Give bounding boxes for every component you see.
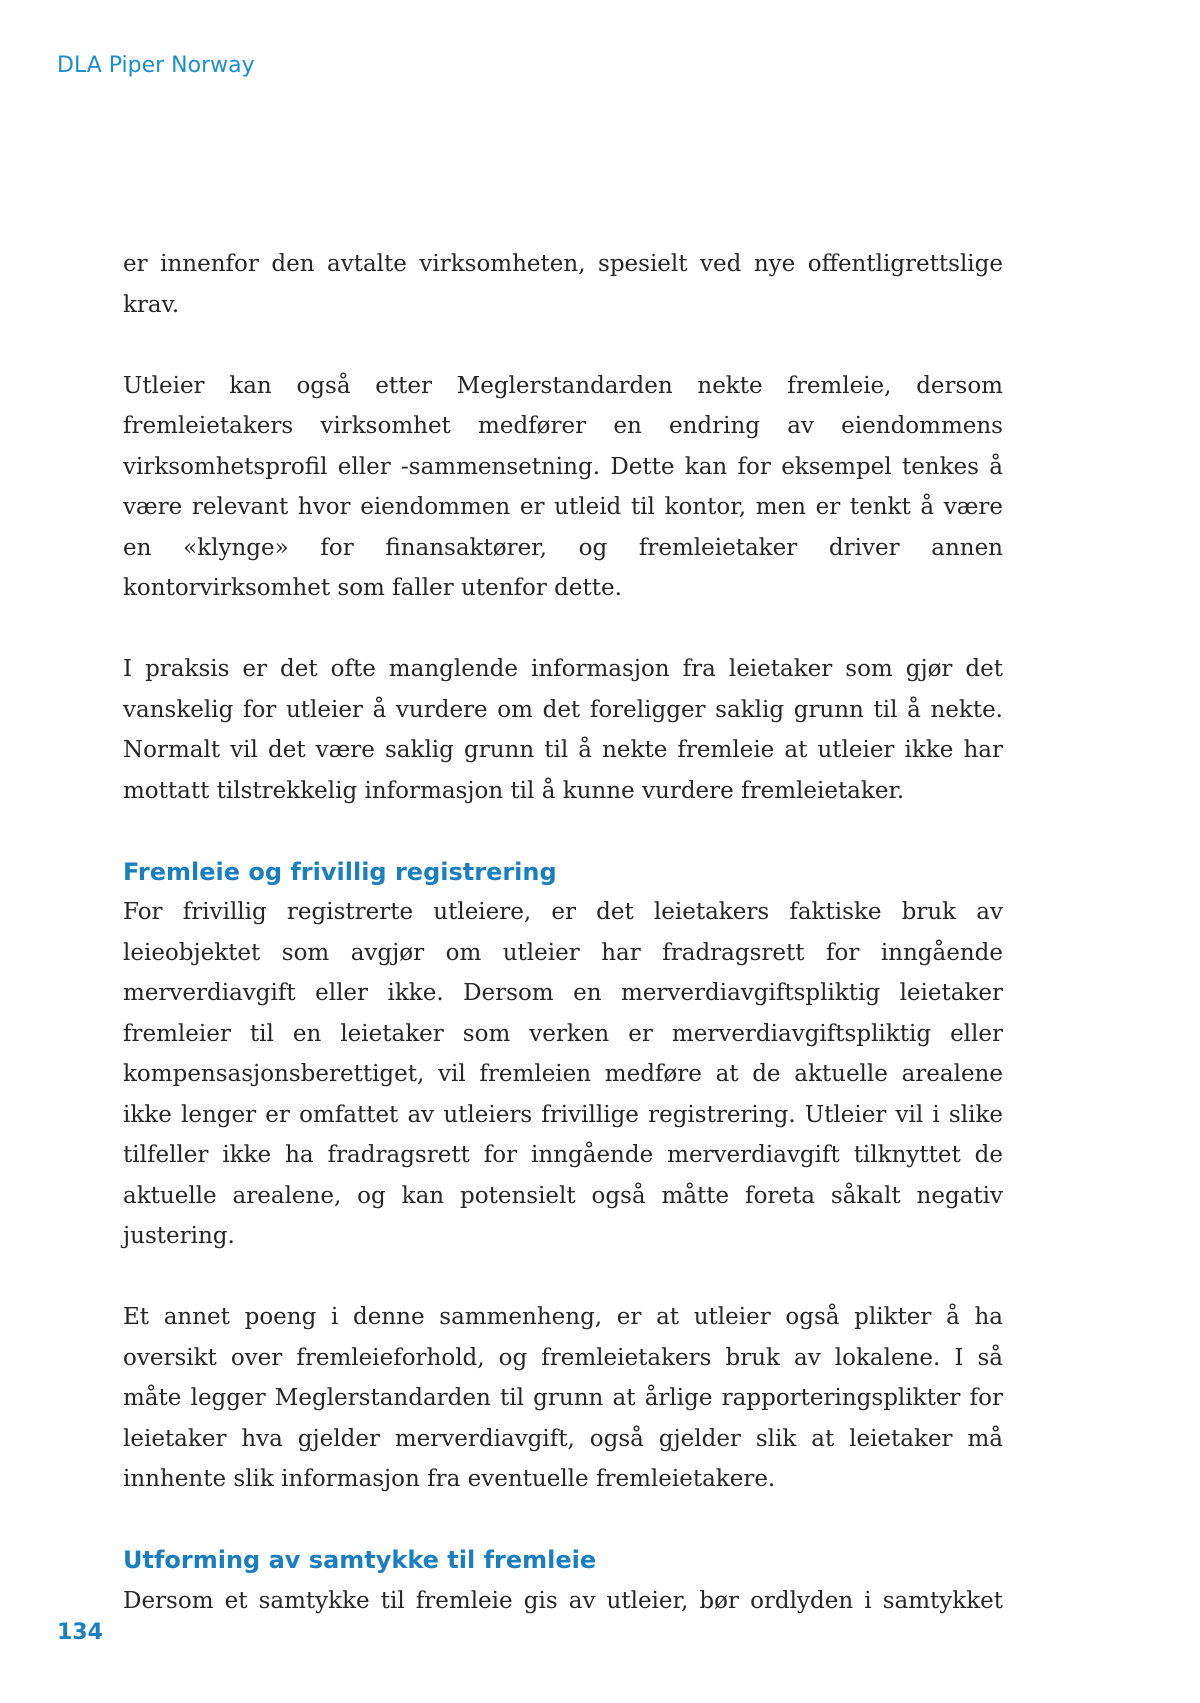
page-body	[123, 244, 1003, 1621]
paragraph-1: er innenfor den avtalte virksomheten, spesielt ved nye offentligrettslige krav.	[123, 251, 1003, 318]
paragraph-6: Dersom et samtykke til fremleie gis av utleier, bør ordlyden i samtykket	[123, 1587, 1003, 1614]
paragraph-3: I praksis er det ofte manglende informasjon fra leietaker som gjør det vanskelig for utleier å vurdere om det foreligger saklig grunn til å nekte. Normalt vil det være saklig grunn til å nekte fremleie at utleier ikke har mottatt tilstrekkelig informasjon til å kunne vurdere fremleietaker.	[123, 656, 1003, 804]
paragraph-2: Utleier kan også etter Meglerstandarden nekte fremleie, dersom fremleietakers virksomhet medfører en endring av eiendommens virksomhetsprofil eller -sammensetning. Dette kan for eksempel tenkes å være relevant hvor eiendommen er utleid til kontor, men er tenkt å være en «klynge» for finansaktører, og fremleietaker driver annen kontorvirksomhet som faller utenfor dette.	[123, 372, 1003, 601]
running-header: DLA Piper Norway	[57, 53, 255, 78]
paragraph-5: Et annet poeng i denne sammenheng, er at utleier også plikter å ha oversikt over fremleieforhold, og fremleietakers bruk av lokalene. I så måte legger Meglerstandarden til grunn at årlige rapporteringsplikter for leietaker hva gjelder merverdiavgift, også gjelder slik at leietaker må innhente slik informasjon fra eventuelle fremleietakere.	[123, 1304, 1003, 1492]
section-heading-utforming-samtykke: Utforming av samtykke til fremleie	[123, 1546, 597, 1574]
paragraph-4: For frivillig registrerte utleiere, er det leietakers faktiske bruk av leieobjektet som avgjør om utleier har fradragsrett for inngående merverdiavgift eller ikke. Dersom en merverdiavgiftspliktig leietaker fremleier til en leietaker som verken er merverdiavgiftspliktig eller kompensasjonsberettiget, vil fremleien medføre at de aktuelle arealene ikke lenger er omfattet av utleiers frivillige registrering. Utleier vil i slike tilfeller ikke ha fradragsrett for inngående merverdiavgift tilknyttet de aktuelle arealene, og kan potensielt også måtte foreta såkalt negativ justering.	[123, 899, 1003, 1249]
section-heading-fremleie-registrering: Fremleie og frivillig registrering	[123, 857, 557, 886]
page-number: 134	[57, 1620, 103, 1645]
